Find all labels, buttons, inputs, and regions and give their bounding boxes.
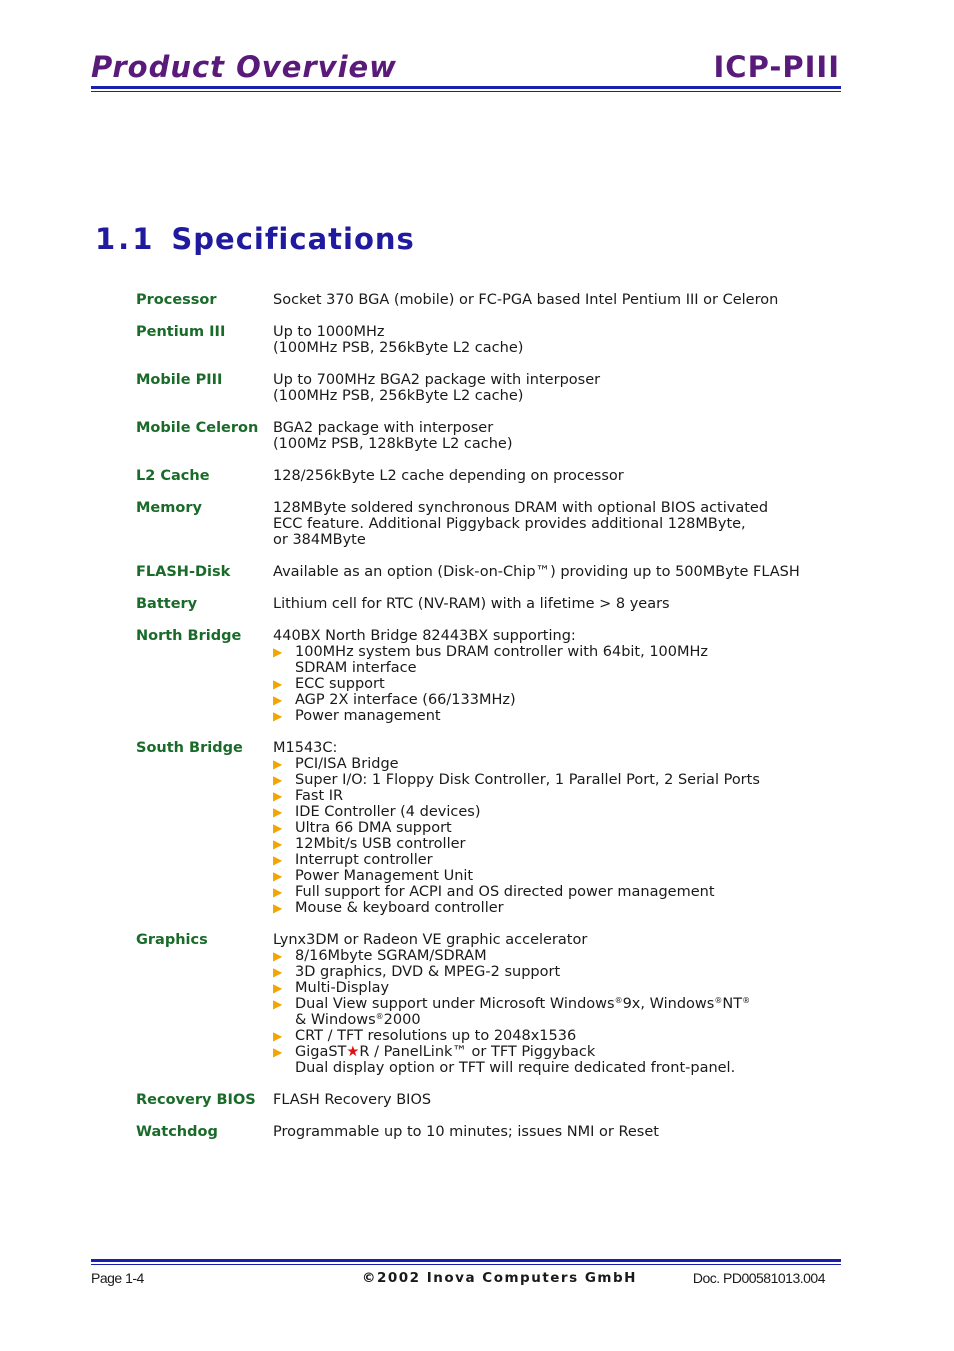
spec-value [273, 628, 836, 724]
bullet-continuation [295, 1012, 836, 1028]
dual-view-text: NT [722, 996, 743, 1012]
bullet-item [273, 676, 836, 692]
bullet-text: 8/16Mbyte SGRAM/SDRAM [295, 948, 487, 964]
spec-label: L2 Cache [136, 468, 210, 484]
arrow-right-icon: ▶ [273, 693, 283, 707]
bullet-text: Mouse & keyboard controller [295, 900, 504, 916]
section-number: 1.1 [95, 222, 156, 256]
registered-mark: ® [375, 1012, 384, 1021]
registered-mark: ® [714, 996, 723, 1005]
gigastar-text: R / PanelLink™ or TFT Piggyback [359, 1044, 596, 1060]
spec-line: Socket 370 BGA (mobile) or FC-PGA based Intel Pentium III or Celeron [273, 292, 779, 308]
bullet-item [273, 804, 836, 820]
spec-label: FLASH-Disk [136, 564, 231, 580]
bullet-text: Full support for ACPI and OS directed power management [295, 884, 715, 900]
arrow-right-icon: ▶ [273, 677, 283, 691]
spec-label: Battery [136, 596, 198, 612]
page-number: Page 1-4 [91, 1270, 144, 1286]
spec-line: ECC feature. Additional Piggyback provides additional 128MByte, [273, 516, 746, 532]
spec-row-processor [136, 292, 836, 308]
product-name: ICP-PIII [713, 50, 840, 84]
spec-line: 440BX North Bridge 82443BX supporting: [273, 628, 576, 644]
spec-value [273, 1124, 836, 1140]
spec-row-pentium [136, 324, 836, 356]
bullet-text: Super I/O: 1 Floppy Disk Controller, 1 Parallel Port, 2 Serial Ports [295, 772, 760, 788]
spec-value [273, 324, 836, 356]
bullet-item [273, 644, 836, 660]
bullet-text: ECC support [295, 676, 385, 692]
gigastar-text: GigaST [295, 1044, 347, 1060]
bullet-item [273, 772, 836, 788]
arrow-right-icon: ▶ [273, 981, 283, 995]
header-rule-thin [91, 91, 841, 92]
spec-line: Up to 1000MHz [273, 324, 385, 340]
bullet-item [273, 884, 836, 900]
arrow-right-icon: ▶ [273, 709, 283, 723]
spec-line: or 384MByte [273, 532, 366, 548]
arrow-right-icon: ▶ [273, 997, 283, 1011]
spec-line: Available as an option (Disk-on-Chip™) providing up to 500MByte FLASH [273, 564, 800, 580]
bullet-text [295, 996, 836, 1012]
spec-line: Programmable up to 10 minutes; issues NMI or Reset [273, 1124, 659, 1140]
bullet-item [273, 692, 836, 708]
spec-row-watchdog [136, 1124, 836, 1140]
bullet-item [273, 900, 836, 916]
spec-label: South Bridge [136, 740, 243, 756]
spec-line: (100MHz PSB, 256kByte L2 cache) [273, 388, 524, 404]
bullet-item [273, 852, 836, 868]
spec-value [273, 372, 836, 404]
footer-rule-thin [91, 1264, 841, 1265]
arrow-right-icon: ▶ [273, 805, 283, 819]
bullet-text: 3D graphics, DVD & MPEG-2 support [295, 964, 561, 980]
spec-row-recovery-bios [136, 1092, 836, 1108]
section-heading [95, 222, 415, 256]
spec-line: Lynx3DM or Radeon VE graphic accelerator [273, 932, 588, 948]
spec-line: Lithium cell for RTC (NV-RAM) with a lifetime > 8 years [273, 596, 670, 612]
bullet-text [295, 1044, 836, 1060]
arrow-right-icon: ▶ [273, 853, 283, 867]
copyright: ©2002 Inova Computers GmbH [362, 1270, 637, 1286]
doc-number: Doc. PD00581013.004 [692, 1270, 825, 1286]
spec-line: 128MByte soldered synchronous DRAM with optional BIOS activated [273, 500, 769, 516]
spec-value [273, 932, 836, 1076]
spec-value [273, 500, 836, 548]
bullet-item [273, 708, 836, 724]
spec-row-graphics [136, 932, 836, 1076]
spec-row-south-bridge [136, 740, 836, 916]
arrow-right-icon: ▶ [273, 869, 283, 883]
registered-mark: ® [742, 996, 751, 1005]
bullet-text: PCI/ISA Bridge [295, 756, 399, 772]
arrow-right-icon: ▶ [273, 837, 283, 851]
bullet-text: CRT / TFT resolutions up to 2048x1536 [295, 1028, 577, 1044]
spec-value [273, 468, 836, 484]
bullet-text: Power management [295, 708, 441, 724]
arrow-right-icon: ▶ [273, 645, 283, 659]
registered-mark: ® [614, 996, 623, 1005]
spec-value [273, 740, 836, 916]
spec-label: Graphics [136, 932, 208, 948]
bullet-text: 100MHz system bus DRAM controller with 64bit, 100MHz [295, 644, 709, 660]
spec-line: 128/256kByte L2 cache depending on processor [273, 468, 624, 484]
star-icon: ★ [346, 1044, 360, 1060]
header-rule-thick [91, 86, 841, 89]
spec-row-l2-cache [136, 468, 836, 484]
bullet-text: Ultra 66 DMA support [295, 820, 452, 836]
spec-value [273, 420, 836, 452]
section-title: Specifications [171, 222, 415, 256]
bullet-item [273, 948, 836, 964]
spec-label: Memory [136, 500, 202, 516]
spec-line: M1543C: [273, 740, 338, 756]
spec-line: (100Mz PSB, 128kByte L2 cache) [273, 436, 513, 452]
bullet-item [273, 1028, 836, 1044]
arrow-right-icon: ▶ [273, 965, 283, 979]
bullet-item [273, 868, 836, 884]
spec-label: Mobile Celeron [136, 420, 259, 436]
arrow-right-icon: ▶ [273, 757, 283, 771]
bullet-item [273, 964, 836, 980]
spec-line: Up to 700MHz BGA2 package with interposer [273, 372, 601, 388]
spec-row-mobile-celeron [136, 420, 836, 452]
bullet-item [273, 788, 836, 804]
spec-label: Pentium III [136, 324, 226, 340]
arrow-right-icon: ▶ [273, 1045, 283, 1059]
arrow-right-icon: ▶ [273, 949, 283, 963]
spec-line: (100MHz PSB, 256kByte L2 cache) [273, 340, 524, 356]
bullet-text: IDE Controller (4 devices) [295, 804, 481, 820]
arrow-right-icon: ▶ [273, 789, 283, 803]
dual-view-text: Dual View support under Microsoft Windows [295, 996, 615, 1012]
bullet-text: Power Management Unit [295, 868, 474, 884]
spec-label: Recovery BIOS [136, 1092, 256, 1108]
spec-label: North Bridge [136, 628, 242, 644]
spec-row-mobile-piii [136, 372, 836, 404]
arrow-right-icon: ▶ [273, 885, 283, 899]
dual-view-text: & Windows [295, 1012, 376, 1028]
bullet-item-gigastar [273, 1044, 836, 1060]
bullet-text: 12Mbit/s USB controller [295, 836, 466, 852]
arrow-right-icon: ▶ [273, 821, 283, 835]
spec-line: BGA2 package with interposer [273, 420, 494, 436]
bullet-text: Fast IR [295, 788, 344, 804]
spec-list [136, 292, 836, 1156]
spec-row-memory [136, 500, 836, 548]
spec-value [273, 596, 836, 612]
spec-label: Processor [136, 292, 217, 308]
arrow-right-icon: ▶ [273, 773, 283, 787]
bullet-item-dual-view [273, 996, 836, 1012]
arrow-right-icon: ▶ [273, 901, 283, 915]
bullet-item [273, 820, 836, 836]
bullet-item [273, 980, 836, 996]
spec-row-battery [136, 596, 836, 612]
bullet-item [273, 836, 836, 852]
spec-label: Mobile PIII [136, 372, 223, 388]
page-header-title: Product Overview [91, 50, 397, 84]
graphics-note: Dual display option or TFT will require dedicated front-panel. [295, 1060, 736, 1076]
bullet-text: Multi-Display [295, 980, 390, 996]
spec-row-flash-disk [136, 564, 836, 580]
spec-value [273, 292, 836, 308]
bullet-text: Interrupt controller [295, 852, 433, 868]
arrow-right-icon: ▶ [273, 1029, 283, 1043]
spec-line: FLASH Recovery BIOS [273, 1092, 432, 1108]
footer-rule-thick [91, 1259, 841, 1262]
spec-row-north-bridge [136, 628, 836, 724]
bullet-item [273, 756, 836, 772]
bullet-continuation: SDRAM interface [295, 660, 417, 676]
spec-value [273, 1092, 836, 1108]
spec-label: Watchdog [136, 1124, 218, 1140]
dual-view-text: 2000 [383, 1012, 421, 1028]
dual-view-text: 9x, Windows [622, 996, 715, 1012]
bullet-text: AGP 2X interface (66/133MHz) [295, 692, 516, 708]
spec-value [273, 564, 836, 580]
